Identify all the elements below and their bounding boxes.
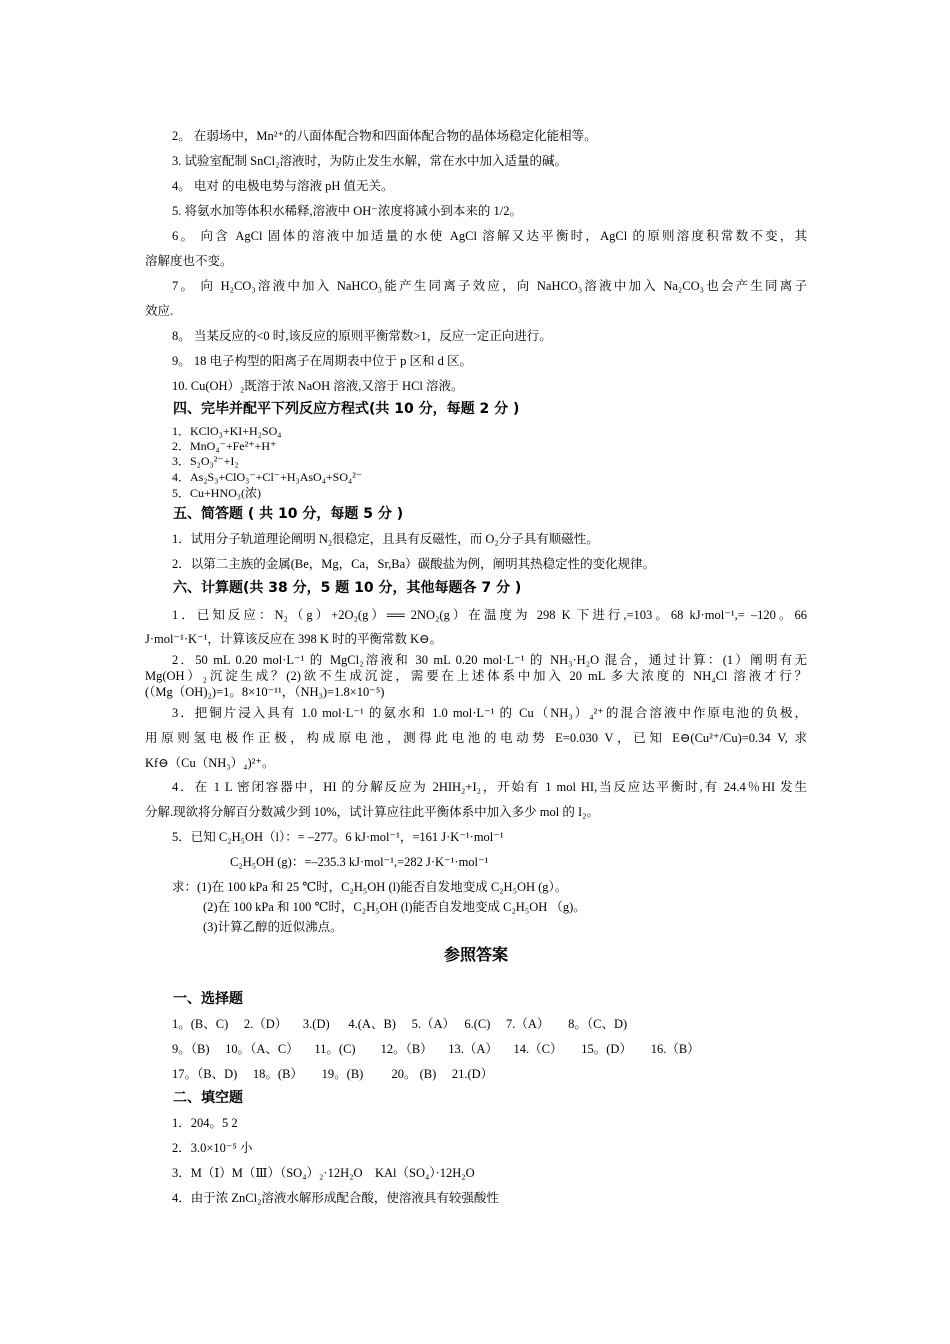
- answer-line: 17。（B、D) 18。(B） 19。(B) 20。 (B) 21.(D）: [172, 1067, 494, 1081]
- equation-item: 2．MnO₄⁻+Fe²⁺+H⁺: [172, 439, 277, 453]
- judgement-item-7-cont: 效应.: [145, 304, 174, 318]
- section-6-heading: 六、计算题(共 38 分，5 题 10 分，其他每题各 7 分 ): [173, 580, 522, 596]
- short-answer-item: 2．以第二主族的金属(Be，Mg，Ca，Sr,Ba）碳酸盐为例，阐明其热稳定性的变化规律。: [172, 557, 656, 571]
- calc-line: 5．已知 C₂H₅OH（l）：= –277。6 kJ·mol⁻¹，=161 J·K⁻¹·mol⁻¹: [172, 830, 504, 844]
- calc-line: 用原则氢电极作正极，构成原电池，测得此电池的电动势 E=0.030 V，已知 E⊖(Cu²⁺/Cu)=0.34 V, 求: [145, 731, 807, 745]
- judgement-item-8: 8。 当某反应的<0 时,该反应的原则平衡常数>1，反应一定正向进行。: [172, 329, 552, 343]
- answers-part2-heading: 二、填空题: [173, 1090, 243, 1106]
- answer-line: 9。（B) 10。（A、C） 11。(C) 12。（B） 13.（A） 14.（C） 15。(D） 16.（B）: [172, 1042, 700, 1056]
- short-answer-item: 1．试用分子轨道理论阐明 N₂很稳定，且具有反磁性，而 O₂分子具有顺磁性。: [172, 532, 599, 546]
- judgement-item-2: 2。 在弱场中，Mn²⁺的八面体配合物和四面体配合物的晶体场稳定化能相等。: [172, 129, 597, 143]
- calc-line: Mg(OH）₂沉淀生成？(2)欲不生成沉淀，需要在上述体系中加入 20 mL 多大浓度的 NH₄Cl 溶液才行？: [145, 669, 807, 683]
- judgement-item-9: 9。 18 电子构型的阳离子在周期表中位于 p 区和 d 区。: [172, 354, 473, 368]
- equation-item: 3．S₂O₃²⁻+I₂: [172, 454, 239, 468]
- equation-item: 1．KClO₃+KI+H₂SO₄: [172, 424, 282, 438]
- section-4-heading: 四、完毕并配平下列反应方程式(共 10 分，每题 2 分 ): [173, 401, 520, 417]
- equation-item: 5．Cu+HNO₃(浓): [172, 486, 261, 500]
- judgement-item-5: 5. 将氨水加等体积水稀释,溶液中 OH⁻浓度将减小到本来的 1/2。: [172, 204, 523, 218]
- calc-line: 分解.现欲将分解百分数减少到 10%，试计算应往此平衡体系中加入多少 mol 的 I₂。: [145, 805, 600, 819]
- judgement-item-4: 4。 电对 的电极电势与溶液 pH 值无关。: [172, 179, 394, 193]
- answers-part1-heading: 一、选择题: [173, 991, 243, 1007]
- judgement-item-7: 7。 向 H₂CO₃溶液中加入 NaHCO₃能产生同离子效应，向 NaHCO₃溶液中加入 Na₂CO₃也会产生同离子: [172, 279, 807, 293]
- answers-title: 参照答案: [443, 945, 508, 964]
- calc-line: 1．已知反应：N₂（g）+2O₂(g）══ 2NO₂(g）在温度为 298 K 下进行,=103。68 kJ·mol⁻¹,= –120。66: [172, 608, 807, 622]
- calc-line: 求：(1)在 100 kPa 和 25 ℃时，C₂H₅OH (l)能否自发地变成 C₂H₅OH (g）。: [172, 880, 568, 894]
- section-5-heading: 五、简答题 ( 共 10 分，每题 5 分 ): [173, 506, 404, 522]
- judgement-item-3: 3. 试验室配制 SnCl₂溶液时，为防止发生水解，常在水中加入适量的碱。: [172, 154, 567, 168]
- calc-line: (3)计算乙醇的近似沸点。: [203, 920, 343, 934]
- answer-line: 2．3.0×10⁻⁵ 小: [172, 1141, 253, 1155]
- equation-item: 4．As₂S₃+ClO₃⁻+Cl⁻+H₃AsO₄+SO₄²⁻: [172, 470, 363, 484]
- answer-line: 3．M（Ⅰ）M（Ⅲ）（SO₄）₂·12H₂O KAl（SO₄）·12H₂O: [172, 1166, 475, 1180]
- answer-line: 4．由于浓 ZnCl₂溶液水解形成配合酸，使溶液具有较强酸性: [172, 1191, 499, 1205]
- calc-line: C₂H₅OH (g)：=–235.3 kJ·mol⁻¹,=282 J·K⁻¹·mol⁻¹: [230, 855, 489, 869]
- judgement-item-6-cont: 溶解度也不变。: [145, 254, 233, 268]
- calc-line: 2．50 mL 0.20 mol·L⁻¹ 的 MgCl₂溶液和 30 mL 0.20 mol·L⁻¹ 的 NH₃·H₂O 混合，通过计算：(1）阐明有无: [172, 653, 807, 667]
- judgement-item-6: 6。 向含 AgCl 固体的溶液中加适量的水使 AgCl 溶解又达平衡时，AgCl 的原则溶度积常数不变，其: [172, 229, 807, 243]
- calc-line: (（Mg（OH)₂)=1。8×10⁻¹¹，（NH₃)=1.8×10⁻⁵): [145, 685, 385, 699]
- answer-line: 1．204。5 2: [172, 1116, 238, 1130]
- calc-line: Kf⊖（Cu（NH₃）₄)²⁺。: [145, 756, 275, 770]
- judgement-item-10: 10. Cu(OH）₂既溶于浓 NaOH 溶液,又溶于 HCl 溶液。: [172, 379, 464, 393]
- calc-line: 4．在 1 L 密闭容器中，HI 的分解反应为 2HIH₂+I₂，开始有 1 mol HI,当反应达平衡时,有 24.4％HI 发生: [172, 780, 807, 794]
- calc-line: (2)在 100 kPa 和 100 ℃时，C₂H₅OH (l)能否自发地变成 C₂H₅OH （g)。: [203, 900, 586, 914]
- calc-line: J·mol⁻¹·K⁻¹，计算该反应在 398 K 时的平衡常数 K⊖。: [145, 632, 443, 646]
- calc-line: 3．把铜片浸入具有 1.0 mol·L⁻¹ 的氨水和 1.0 mol·L⁻¹ 的 Cu（NH₃）₄²⁺的混合溶液中作原电池的负极，: [172, 706, 807, 720]
- answer-line: 1。(B、C) 2.（D） 3.(D) 4.(A、B) 5.（A） 6.(C) 7.（A） 8。（C、D): [172, 1017, 628, 1031]
